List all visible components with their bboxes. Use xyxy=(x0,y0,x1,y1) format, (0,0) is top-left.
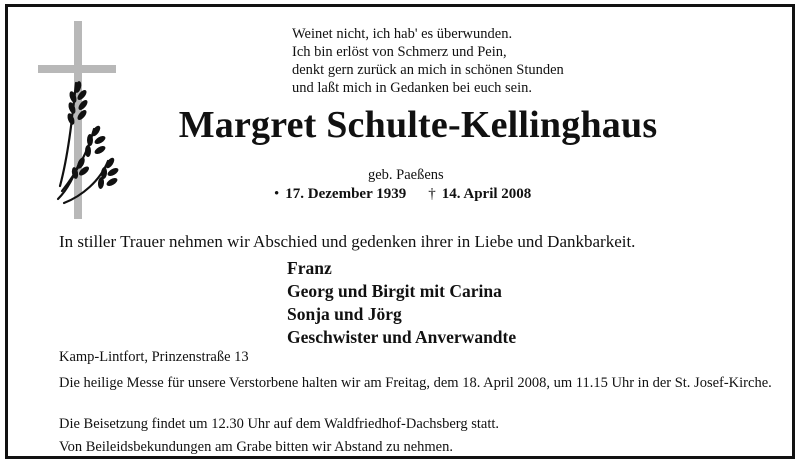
poem-line: denkt gern zurück an mich in schönen Stunden xyxy=(292,62,564,78)
poem xyxy=(292,25,622,97)
mourner: Franz xyxy=(287,258,332,278)
address: Kamp-Lintfort, Prinzenstraße 13 xyxy=(59,349,249,365)
mass-notice: Die heilige Messe für unsere Verstorbene halten wir am Freitag, dem 18. April 2008, um 11.15 Uhr in der St. Josef-Kirche. xyxy=(59,375,772,391)
poem-line: Ich bin erlöst von Schmerz und Pein, xyxy=(292,44,507,60)
life-dates xyxy=(274,186,531,203)
birth-symbol: • xyxy=(274,186,280,202)
obituary-notice xyxy=(5,4,795,459)
death-date: 14. April 2008 xyxy=(441,186,532,202)
birth-date: 17. Dezember 1939 xyxy=(285,186,407,202)
poem-line: Weinet nicht, ich hab' es überwunden. xyxy=(292,26,513,42)
mourning-statement: In stiller Trauer nehmen wir Abschied und gedenken ihrer in Liebe und Dankbarkeit. xyxy=(59,232,636,251)
birth-name: geb. Paeßens xyxy=(368,167,444,183)
condolence-notice: Von Beileidsbekundungen am Grabe bitten wir Abstand zu nehmen. xyxy=(59,439,453,455)
mourner: Georg und Birgit mit Carina xyxy=(287,281,502,301)
funeral-notice: Die Beisetzung findet um 12.30 Uhr auf dem Waldfriedhof-Dachsberg statt. xyxy=(59,416,500,432)
poem-line: und laßt mich in Gedanken bei euch sein. xyxy=(292,80,532,96)
mourners-list xyxy=(287,257,516,349)
death-symbol: † xyxy=(428,186,436,202)
mourner: Sonja und Jörg xyxy=(287,304,402,324)
mourner: Geschwister und Anverwandte xyxy=(287,327,517,347)
deceased-name: Margret Schulte-Kellinghaus xyxy=(178,104,658,146)
